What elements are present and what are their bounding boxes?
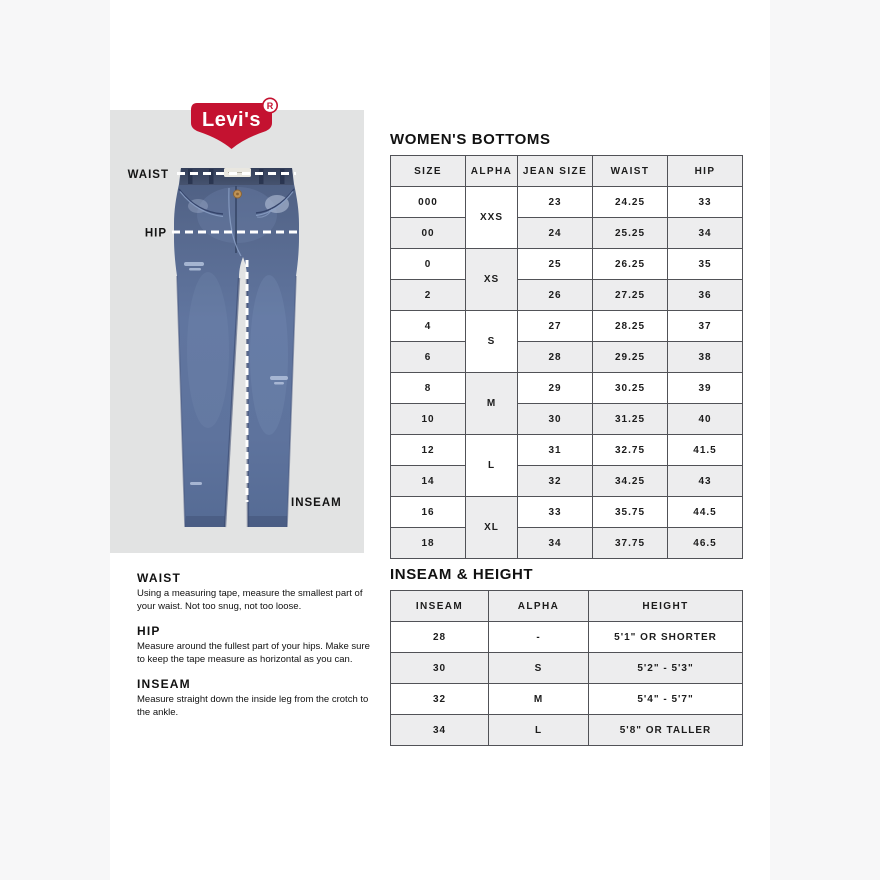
levis-wordmark: Levi's: [202, 109, 261, 131]
height-cell: 5'4" - 5'7": [589, 684, 743, 715]
size-cell: 16: [391, 497, 466, 528]
size-cell: 12: [391, 435, 466, 466]
inseam-diagram-label: INSEAM: [291, 497, 342, 509]
waist-diagram-label: WAIST: [127, 169, 169, 181]
hip-cell: 33: [668, 187, 743, 218]
jean-size-cell: 30: [518, 404, 593, 435]
size-table-row: [391, 435, 743, 466]
inseam-table-row: [391, 684, 743, 715]
size-table-row: [391, 373, 743, 404]
hip-cell: 37: [668, 311, 743, 342]
column-header: HEIGHT: [589, 591, 743, 622]
hip-cell: 43: [668, 466, 743, 497]
column-header: WAIST: [593, 156, 668, 187]
size-table-row: [391, 280, 743, 311]
guide-body: Using a measuring tape, measure the smallest part of your waist. Not too snug, not too loose.: [137, 588, 363, 612]
inseam-height-title: INSEAM & HEIGHT: [390, 566, 534, 583]
inseam-height-table: [390, 590, 743, 746]
guide-heading: HIP: [137, 624, 161, 639]
hip-cell: 35: [668, 249, 743, 280]
inseam-cell: 32: [391, 684, 489, 715]
height-cell: 5'2" - 5'3": [589, 653, 743, 684]
size-cell: 14: [391, 466, 466, 497]
guide-body: Measure around the fullest part of your hips. Make sure to keep the tape measure as horizontal as you can.: [137, 641, 370, 665]
alpha-cell: -: [489, 622, 589, 653]
size-cell: 18: [391, 528, 466, 559]
size-table-row: [391, 218, 743, 249]
size-table-row: [391, 249, 743, 280]
waist-cell: 37.75: [593, 528, 668, 559]
registered-mark: R: [266, 101, 274, 111]
jean-size-cell: 29: [518, 373, 593, 404]
size-cell: 4: [391, 311, 466, 342]
guide-section-inseam: [137, 677, 375, 719]
waist-cell: 27.25: [593, 280, 668, 311]
size-table-row: [391, 528, 743, 559]
waist-cell: 29.25: [593, 342, 668, 373]
column-header: SIZE: [391, 156, 466, 187]
hip-diagram-label: HIP: [144, 227, 167, 240]
waist-cell: 25.25: [593, 218, 668, 249]
alpha-cell: XS: [466, 249, 518, 311]
height-cell: 5'8" OR TALLER: [589, 715, 743, 746]
size-table-row: [391, 342, 743, 373]
jean-size-cell: 26: [518, 280, 593, 311]
jean-size-cell: 32: [518, 466, 593, 497]
waist-cell: 34.25: [593, 466, 668, 497]
guide-heading: WAIST: [137, 571, 181, 585]
jean-size-cell: 34: [518, 528, 593, 559]
jean-size-cell: 33: [518, 497, 593, 528]
size-table-row: [391, 466, 743, 497]
jean-size-cell: 27: [518, 311, 593, 342]
jean-size-cell: 31: [518, 435, 593, 466]
hip-cell: 41.5: [668, 435, 743, 466]
column-header: JEAN SIZE: [518, 156, 593, 187]
alpha-cell: XL: [466, 497, 518, 559]
size-table-row: [391, 311, 743, 342]
size-cell: 10: [391, 404, 466, 435]
size-table-row: [391, 497, 743, 528]
jeans-measurement-diagram: [110, 110, 364, 553]
column-header: ALPHA: [466, 156, 518, 187]
levis-logo: [185, 96, 281, 156]
waist-cell: 31.25: [593, 404, 668, 435]
waist-cell: 30.25: [593, 373, 668, 404]
height-cell: 5'1" OR SHORTER: [589, 622, 743, 653]
inseam-cell: 34: [391, 715, 489, 746]
column-header: ALPHA: [489, 591, 589, 622]
inseam-cell: 30: [391, 653, 489, 684]
size-table-row: [391, 187, 743, 218]
hip-cell: 44.5: [668, 497, 743, 528]
guide-section-waist: [137, 571, 375, 613]
inseam-table-row: [391, 715, 743, 746]
waist-cell: 32.75: [593, 435, 668, 466]
column-header: HIP: [668, 156, 743, 187]
womens-bottoms-table: [390, 155, 743, 559]
alpha-cell: L: [466, 435, 518, 497]
alpha-cell: M: [489, 684, 589, 715]
alpha-cell: S: [466, 311, 518, 373]
size-cell: 2: [391, 280, 466, 311]
alpha-cell: S: [489, 653, 589, 684]
jean-size-cell: 25: [518, 249, 593, 280]
hip-cell: 46.5: [668, 528, 743, 559]
column-header: INSEAM: [391, 591, 489, 622]
guide-body: Measure straight down the inside leg from the crotch to the ankle.: [137, 694, 369, 718]
inseam-table-row: [391, 653, 743, 684]
page-gutter-right: [770, 0, 880, 880]
waist-cell: 28.25: [593, 311, 668, 342]
inseam-cell: 28: [391, 622, 489, 653]
waist-cell: 35.75: [593, 497, 668, 528]
measuring-guide: [137, 571, 375, 730]
alpha-cell: L: [489, 715, 589, 746]
size-cell: 0: [391, 249, 466, 280]
womens-bottoms-title: WOMEN'S BOTTOMS: [390, 131, 551, 148]
hip-cell: 39: [668, 373, 743, 404]
guide-section-hip: [137, 624, 375, 666]
jeans-body: [174, 168, 299, 527]
hip-cell: 38: [668, 342, 743, 373]
size-table-row: [391, 404, 743, 435]
jean-size-cell: 23: [518, 187, 593, 218]
size-cell: 000: [391, 187, 466, 218]
size-table-header-row: [391, 156, 743, 187]
page-gutter-left: [0, 0, 110, 880]
waist-cell: 26.25: [593, 249, 668, 280]
size-cell: 6: [391, 342, 466, 373]
inseam-table-row: [391, 622, 743, 653]
jean-size-cell: 28: [518, 342, 593, 373]
hip-cell: 34: [668, 218, 743, 249]
alpha-cell: M: [466, 373, 518, 435]
size-cell: 8: [391, 373, 466, 404]
alpha-cell: XXS: [466, 187, 518, 249]
jean-size-cell: 24: [518, 218, 593, 249]
waist-cell: 24.25: [593, 187, 668, 218]
guide-heading: INSEAM: [137, 677, 191, 692]
hip-cell: 40: [668, 404, 743, 435]
jeans-illustration: [110, 110, 364, 553]
inseam-table-header-row: [391, 591, 743, 622]
size-cell: 00: [391, 218, 466, 249]
hip-cell: 36: [668, 280, 743, 311]
